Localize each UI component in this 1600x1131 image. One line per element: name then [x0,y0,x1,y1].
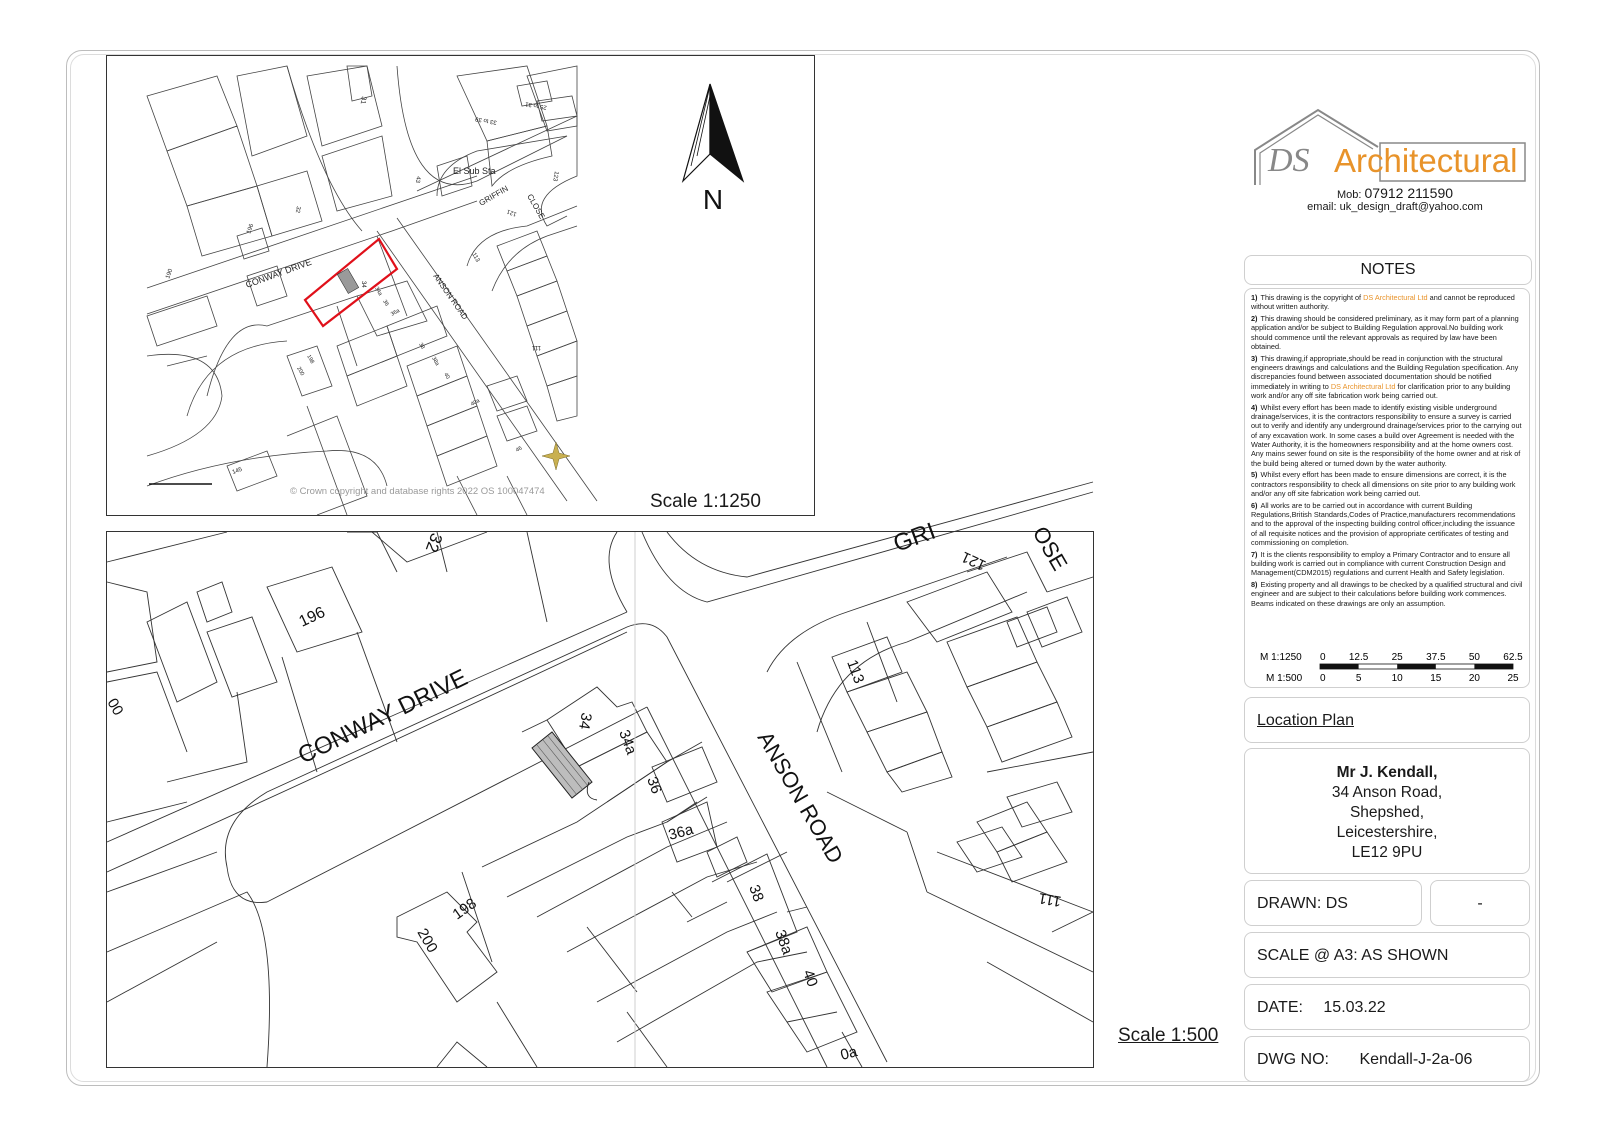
mobile-label: Mob: [1336,189,1362,201]
scale-1250-tick: 62.5 [1503,652,1523,663]
label-34a: 34a [615,727,640,757]
label-36: 36 [643,774,665,797]
date-label: DATE: [1257,999,1303,1016]
contact-mobile [1250,185,1540,201]
road-edge [147,201,477,314]
dwg-no-value: Kendall-J-2a-06 [1359,1051,1473,1068]
label-32: 32 [421,530,447,555]
label-close: CLOSE [525,192,547,221]
road-edge [377,231,567,501]
label-196: 196 [296,603,328,631]
label-38: 38 [745,882,767,905]
note-item: 3) This drawing,if appropriate,should be read in conjunction with the structural engineers drawings and calculations and the Building Regulation specification. Any discrepancies found between associated documentation should be notified immediately in writing to DS Architectural Ltd for clarification prior to any building work and/or any off site fabrication work being carried out. [1251,353,1519,400]
drawing-title-box [1244,697,1530,743]
note-item: 8) Existing property and all drawings to be checked by a qualified structural and civil engineer and are subject to their calculations before building work commences. Beams indicated on these drawings are only an assumption. [1251,580,1523,608]
scale-1250-tick: 25 [1391,652,1403,663]
mobile-number: 07912 211590 [1364,185,1454,201]
scale-bar-1250-label: M 1:1250 [1260,652,1302,663]
notes-heading: NOTES [1244,255,1532,285]
note-item: 6) All works are to be carried out in accordance with current Building Regulations,British Standards,Codes of Practice,manufacturers recommendations and to the approval of the inspecting building control officer,including the issuance of all requisite notices and the provision of appropriate certificates of testing and commissioning on completion. [1251,500,1516,547]
scale-1250-tick: 12.5 [1348,652,1369,663]
label-el-sub-sta: El Sub Sta [453,166,496,176]
label-34: 34 [575,711,595,731]
location-map-500[interactable] [103,517,1094,1068]
road-edge [147,450,387,486]
scale-bar-1250-ticks [1320,652,1523,663]
client-address-box [1244,748,1530,874]
label-111: 111 [531,344,541,350]
scale-bar-500-ticks [1320,673,1519,684]
scale-500-tick: 25 [1507,673,1519,684]
label-34a: 34a [373,286,384,297]
drawn-by-box [1244,880,1422,926]
proposed-extension-hatch [532,732,592,798]
scale-500-tick: 15 [1430,673,1442,684]
label-conway-drive: CONWAY DRIVE [244,256,313,290]
label-113: 113 [470,252,481,264]
map-500-canvas [103,517,1093,1067]
label-36: 36 [381,299,390,308]
label-38a: 38a [430,356,441,367]
scale-1250-label: Scale 1:1250 [650,491,761,512]
scale-1250-tick: 37.5 [1426,652,1446,663]
label-43: 43 [413,175,421,184]
logo-architectural-text: Architectural [1334,142,1518,179]
label-anson-road: ANSON ROAD [752,727,849,868]
label-anson-road: ANSON ROAD [431,271,470,322]
label-ose: OSE [1027,522,1073,575]
drawn-by: DRAWN: DS [1257,895,1348,912]
note-item: 2) This drawing should be considered preliminary, as it may form part of a planning application and/or be subject to Building Regulation approval.No building work should commence until the relevant approvals as required by law have been obtained. [1251,314,1519,351]
client-address-line2: Shepshed, [1349,804,1425,821]
label-198: 198 [449,894,480,924]
label-198: 198 [305,354,316,365]
label-conway-drive: CONWAY DRIVE [293,664,472,770]
location-map-1250[interactable] [106,55,815,516]
client-name: Mr J. Kendall, [1336,764,1438,781]
scale-1250-tick: 50 [1468,652,1480,663]
scale-box [1244,932,1530,978]
revision-box [1430,880,1530,926]
road-edge [467,206,577,266]
proposed-extension-hatch [337,268,358,293]
road-edge [397,218,597,501]
label-00: 00 [103,695,127,719]
label-0a: 0a [838,1043,860,1064]
revision: - [1477,895,1483,912]
map-1250-canvas [107,56,814,515]
label-31: 31 [358,95,367,105]
scale-text: SCALE @ A3: AS SHOWN [1257,947,1449,964]
label-196: 196 [246,223,256,235]
label-200: 200 [413,925,441,956]
road-edge [147,354,222,456]
note-item: 5) Whilst every effort has been made to ensure dimensions are correct, it is the contractors responsibility to check all dimensions on site prior to any building work and/or any off site fabrication work being carried out. [1251,470,1516,498]
label-123: 123 [551,170,559,182]
dwg-no-label: DWG NO: [1257,1051,1329,1068]
note-item: 7) It is the clients responsibility to employ a Primary Contractor and to ensure all building work is carried out in compliance with current Construction Design and Management(CDM2015) regulations and current Health and Safety legislation. [1251,549,1510,578]
scale-1250-tick: 0 [1320,652,1326,663]
label-25to31: 25 to 31 [524,100,548,110]
logo-ds-text: DS [1268,142,1310,179]
road-edge [147,176,477,288]
scale-bar-graphic [1252,650,1528,695]
label-121: 121 [958,547,989,574]
client-address-line4: LE12 9PU [1351,844,1423,861]
scale-500-tick: 10 [1391,673,1403,684]
label-121: 121 [506,207,518,217]
north-label: N [702,184,724,215]
label-32: 32 [293,205,301,214]
scale-bar-500-label: M 1:500 [1266,673,1303,684]
label-46: 46 [515,445,524,454]
client-address-line1: 34 Anson Road, [1331,784,1443,801]
notes-panel [1244,288,1530,688]
road-edge [187,341,287,416]
scale-500-tick: 0 [1320,673,1326,684]
contact-email: email: uk_design_draft@yahoo.com [1307,201,1483,213]
label-33to39: 33 to 39 [474,115,498,125]
os-copyright-notice: © Crown copyright and database rights 2022 OS 100047474 [290,486,545,497]
compass-star-icon [542,442,570,470]
label-200: 200 [295,366,306,377]
label-gri: GRI [889,517,940,558]
label-190: 190 [165,268,175,280]
note-item: 4) Whilst every effort has been made to identify existing visible underground drainage/services, it is the contractors responsibility to ensure a survey is carried out to verify and identify any underground drainage/services prior to the carrying out of any excavation work. In some cases a build over Agreement is needed with the Water Authority, it is the homeowners responsibility and at the home owners cost. Any mains sewer found on site is the responsibility of the home owner and at risk of the build being altered or turned down by the water authority. [1251,402,1522,468]
label-38: 38 [417,342,426,351]
label-111: 111 [1037,889,1063,910]
label-40: 40 [799,967,821,990]
label-36a: 36a [390,307,401,318]
label-griffin: GRIFFIN [477,183,510,208]
road-edge [492,226,577,291]
label-40: 40 [442,372,451,381]
drawing-number-box [1244,1036,1530,1082]
label-40a: 40a [470,397,481,408]
road-edge [207,296,357,396]
drawing-title: Location Plan [1257,712,1354,729]
scale-500-tick: 20 [1468,673,1480,684]
client-address-line3: Leicestershire, [1336,824,1438,841]
label-113: 113 [843,657,868,686]
scale-500-tick: 5 [1355,673,1362,684]
date-value: 15.03.22 [1323,999,1386,1016]
notes-list [1251,293,1523,608]
north-arrow-icon [683,84,743,181]
scale-500-label: Scale 1:500 [1118,1025,1219,1046]
label-145: 145 [231,466,244,476]
label-38a: 38a [771,927,796,957]
label-34: 34 [360,281,366,288]
note-item: 1) This drawing is the copyright of DS Architectural Ltd and cannot be reproduced without written authority. [1251,293,1515,312]
label-36a: 36a [666,820,696,844]
date-box [1244,984,1530,1030]
